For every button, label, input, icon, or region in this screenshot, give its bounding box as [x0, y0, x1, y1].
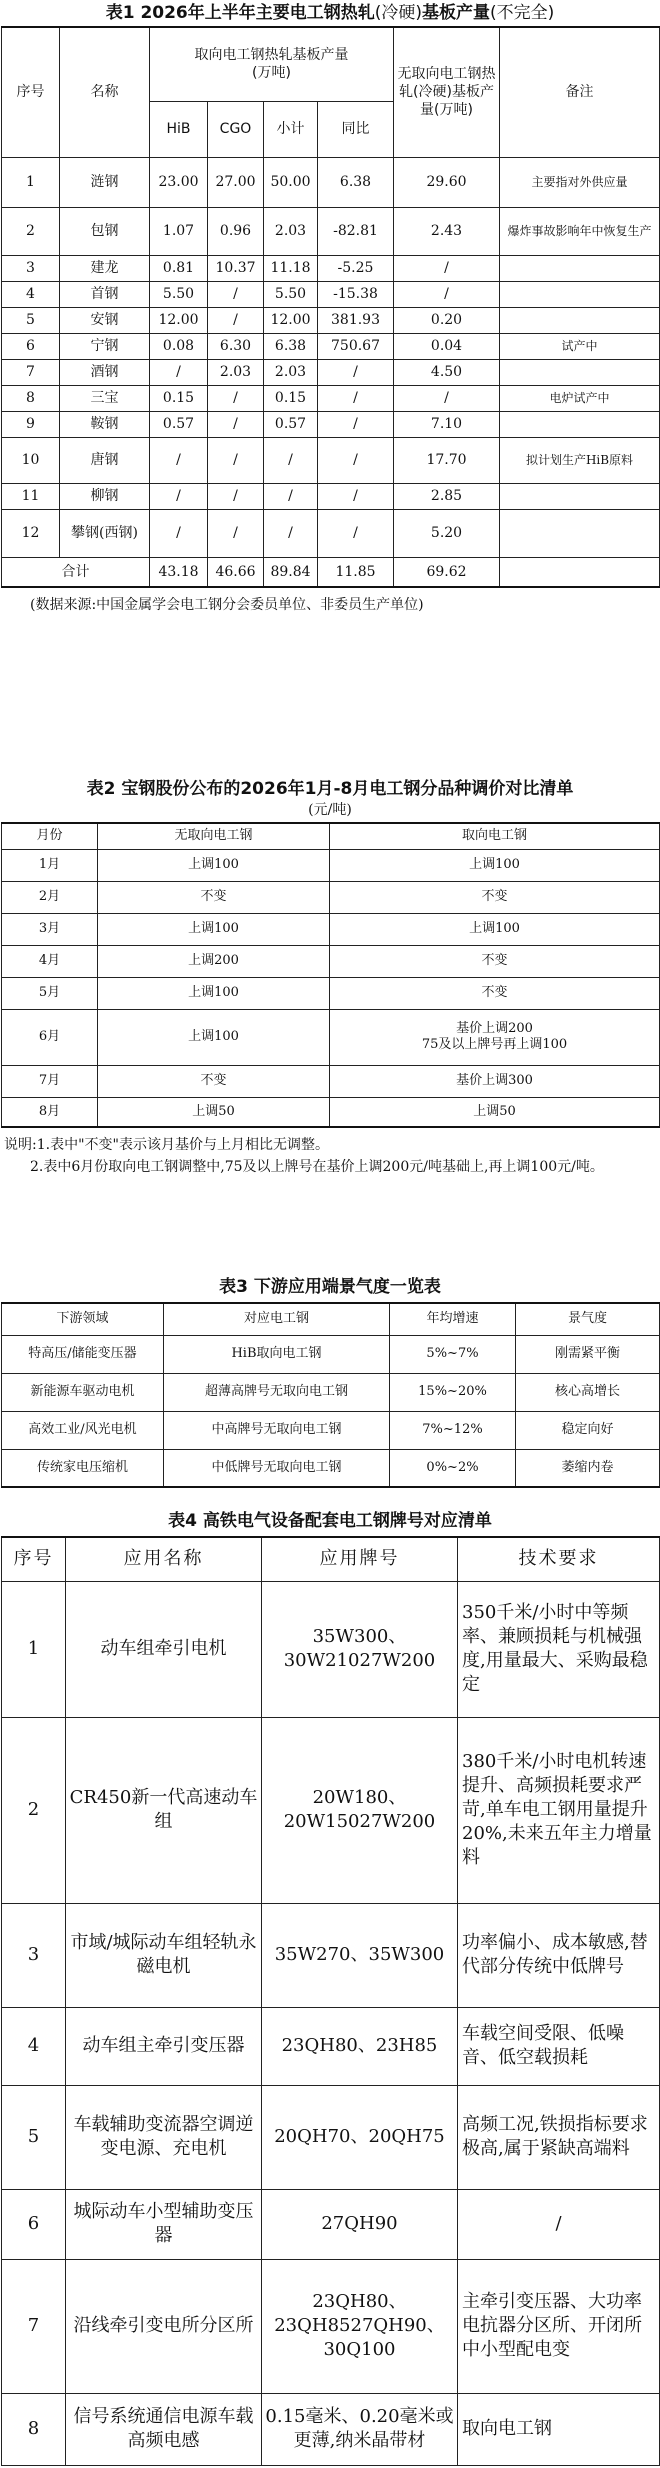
col-name-header: 名称: [60, 27, 150, 157]
cell-hib: 12.00: [150, 307, 208, 333]
cell-remark: 主要指对外供应量: [500, 157, 660, 207]
table-row: [2, 1717, 660, 1903]
cell-grade: 35W300、30W21027W200: [262, 1581, 458, 1717]
cell-name: 沿线牵引变电所分区所: [66, 2259, 262, 2393]
cell-growth: 15%~20%: [390, 1373, 516, 1411]
cell-cgo: /: [208, 509, 264, 557]
cell-ngo: 上调200: [98, 945, 330, 977]
cell-go: [330, 945, 660, 977]
cell-ngo: /: [394, 385, 500, 411]
cell-no: 9: [2, 411, 60, 437]
cell-month: 8月: [2, 1097, 98, 1127]
cell-month: 7月: [2, 1065, 98, 1097]
cell-subtotal: 6.38: [264, 333, 318, 359]
cell-hib: 0.81: [150, 255, 208, 281]
table1-title-rest: 基板产量: [422, 3, 491, 23]
cell-name: 鞍钢: [60, 411, 150, 437]
table-row: [2, 945, 660, 977]
cell-cgo: 10.37: [208, 255, 264, 281]
cell-req: 车载空间受限、低噪音、低空载损耗: [458, 2007, 660, 2085]
cell-month: 6月: [2, 1009, 98, 1065]
table-row: [2, 881, 660, 913]
cell-no: 4: [2, 2007, 66, 2085]
cell-yoy: /: [318, 411, 394, 437]
cell-name: 动车组牵引电机: [66, 1581, 262, 1717]
cell-name: 首钢: [60, 281, 150, 307]
cell-no: 1: [2, 157, 60, 207]
cell-no: 2: [2, 207, 60, 255]
cell-month: 3月: [2, 913, 98, 945]
cell-yoy: /: [318, 437, 394, 483]
col-grade-header: 应用牌号: [262, 1537, 458, 1581]
cell-month: 5月: [2, 977, 98, 1009]
table-row: [2, 333, 660, 359]
cell-grade: 0.15毫米、0.20毫米或更薄,纳米晶带材: [262, 2393, 458, 2465]
cell-name: CR450新一代高速动车组: [66, 1717, 262, 1903]
col-subtotal-header: 小计: [264, 101, 318, 157]
cell-yoy: /: [318, 359, 394, 385]
cell-ngo: 2.43: [394, 207, 500, 255]
cell-grade: 35W270、35W300: [262, 1903, 458, 2007]
cell-req: 功率偏小、成本敏感,替代部分传统中低牌号: [458, 1903, 660, 2007]
cell-no: 7: [2, 359, 60, 385]
col-hib-header: HiB: [150, 101, 208, 157]
cell-req: 380千米/小时电机转速提升、高频损耗要求严苛,单车电工钢用量提升20%,未来五年主力增量料: [458, 1717, 660, 1903]
cell-sentiment: 核心高增长: [516, 1373, 660, 1411]
cell-name: 唐钢: [60, 437, 150, 483]
cell-grade: 23QH80、23QH8527QH90、30Q100: [262, 2259, 458, 2393]
cell-growth: 0%~2%: [390, 1449, 516, 1487]
table2-title: 表2 宝钢股份公布的2026年1月-8月电工钢分品种调价对比清单: [86, 779, 574, 799]
cell-name: 攀钢(西钢): [60, 509, 150, 557]
cell-remark: 爆炸事故影响年中恢复生产: [500, 207, 660, 255]
table-row: [2, 1581, 660, 1717]
cell-no: 3: [2, 1903, 66, 2007]
cell-hib: 0.08: [150, 333, 208, 359]
table-row: [2, 385, 660, 411]
cell-subtotal: /: [264, 437, 318, 483]
table1-title-light2: (不完全): [490, 3, 555, 23]
cell-go: [330, 977, 660, 1009]
col-month-header: 月份: [2, 823, 98, 849]
cell-ngo: 上调50: [98, 1097, 330, 1127]
cell-go-line1: 上调100: [469, 921, 520, 936]
col-yoy-header: 同比: [318, 101, 394, 157]
table-row: [2, 157, 660, 207]
cell-req: 350千米/小时中等频率、兼顾损耗与机械强度,用量最大、采购最稳定: [458, 1581, 660, 1717]
cell-remark: [500, 255, 660, 281]
cell-month: 1月: [2, 849, 98, 881]
col-name-header: 应用名称: [66, 1537, 262, 1581]
col-cgo-header: CGO: [208, 101, 264, 157]
cell-go: [330, 913, 660, 945]
ngo-header-unit: (万吨): [434, 102, 473, 119]
cell-hib: 0.15: [150, 385, 208, 411]
table4: [1, 1536, 660, 2466]
cell-subtotal: 2.03: [264, 207, 318, 255]
cell-steel: 超薄高牌号无取向电工钢: [164, 1373, 390, 1411]
cell-yoy: -5.25: [318, 255, 394, 281]
cell-name: 动车组主牵引变压器: [66, 2007, 262, 2085]
table-row: [2, 2393, 660, 2465]
cell-remark: 拟计划生产HiB原料: [500, 437, 660, 483]
cell-remark: 试产中: [500, 333, 660, 359]
table2-unit: (元/吨): [308, 802, 352, 818]
table-row: [2, 913, 660, 945]
cell-no: 12: [2, 509, 60, 557]
cell-name: 车载辅助变流器空调逆变电源、充电机: [66, 2085, 262, 2189]
cell-go-line1: 不变: [481, 953, 508, 968]
cell-no: 5: [2, 307, 60, 333]
cell-growth: 5%~7%: [390, 1335, 516, 1373]
table-total-row: [2, 557, 660, 587]
table-row: [2, 411, 660, 437]
cell-subtotal: /: [264, 509, 318, 557]
cell-name: 城际动车小型辅助变压器: [66, 2189, 262, 2259]
cell-name: 涟钢: [60, 157, 150, 207]
cell-ngo: 7.10: [394, 411, 500, 437]
cell-yoy: /: [318, 483, 394, 509]
table-row: [2, 2259, 660, 2393]
cell-no: 2: [2, 1717, 66, 1903]
table4-section: [0, 1510, 660, 2466]
cell-subtotal: 5.50: [264, 281, 318, 307]
go-header-unit: (万吨): [252, 65, 291, 82]
cell-ngo: 4.50: [394, 359, 500, 385]
ngo-header-text: 无取向电工钢热轧: [397, 66, 496, 101]
cell-yoy: 381.93: [318, 307, 394, 333]
cell-subtotal: /: [264, 483, 318, 509]
table1: [1, 26, 660, 588]
cell-cgo: 2.03: [208, 359, 264, 385]
cell-req: /: [458, 2189, 660, 2259]
cell-go-line1: 上调100: [469, 857, 520, 872]
cell-ngo: 上调100: [98, 849, 330, 881]
cell-hib: 43.18: [150, 557, 208, 587]
cell-req: 高频工况,铁损指标要求极高,属于紧缺高端料: [458, 2085, 660, 2189]
cell-no: 8: [2, 2393, 66, 2465]
table-row: [2, 437, 660, 483]
cell-subtotal: 12.00: [264, 307, 318, 333]
cell-ngo: 上调100: [98, 977, 330, 1009]
cell-remark: [500, 509, 660, 557]
table1-section: [0, 2, 660, 616]
table1-title-text: 表1 2026年上半年主要电工钢热轧: [105, 3, 375, 23]
cell-growth: 7%~12%: [390, 1411, 516, 1449]
cell-sentiment: 刚需紧平衡: [516, 1335, 660, 1373]
cell-go-line1: 基价上调200: [456, 1021, 533, 1036]
table-row: [2, 977, 660, 1009]
cell-cgo: 27.00: [208, 157, 264, 207]
cell-name: 宁钢: [60, 333, 150, 359]
cell-ngo: /: [394, 255, 500, 281]
cell-month: 2月: [2, 881, 98, 913]
cell-yoy: /: [318, 509, 394, 557]
cell-ngo: 0.04: [394, 333, 500, 359]
ngo-header-rest: 基板产量: [420, 84, 494, 119]
cell-subtotal: 0.57: [264, 411, 318, 437]
cell-go: [330, 1009, 660, 1065]
cell-no: 8: [2, 385, 60, 411]
cell-remark: [500, 307, 660, 333]
cell-steel: 中低牌号无取向电工钢: [164, 1449, 390, 1487]
cell-go-line2: 75及以上牌号再上调100: [421, 1037, 568, 1052]
cell-cgo: /: [208, 483, 264, 509]
cell-ngo: 不变: [98, 881, 330, 913]
cell-go: [330, 881, 660, 913]
table3-section: [0, 1276, 660, 1488]
cell-name: 信号系统通信电源车载高频电感: [66, 2393, 262, 2465]
table-row: [2, 1373, 660, 1411]
table-row: [2, 307, 660, 333]
col-no-header: 序号: [2, 27, 60, 157]
cell-yoy: 11.85: [318, 557, 394, 587]
cell-req: 主牵引变压器、大功率电抗器分区所、开闭所中小型配电变: [458, 2259, 660, 2393]
cell-subtotal: 89.84: [264, 557, 318, 587]
table-row: [2, 1449, 660, 1487]
cell-subtotal: 11.18: [264, 255, 318, 281]
cell-field: 特高压/储能变压器: [2, 1335, 164, 1373]
cell-grade: 23QH80、23H85: [262, 2007, 458, 2085]
table1-title-light: (冷硬): [374, 3, 423, 23]
cell-cgo: /: [208, 385, 264, 411]
cell-steel: HiB取向电工钢: [164, 1335, 390, 1373]
cell-go: [330, 849, 660, 881]
cell-yoy: -82.81: [318, 207, 394, 255]
table2: [1, 822, 660, 1128]
table2-note-1: 说明:1.表中"不变"表示该月基价与上月相比无调整。: [4, 1137, 329, 1153]
cell-hib: 23.00: [150, 157, 208, 207]
table4-title: 表4 高铁电气设备配套电工钢牌号对应清单: [168, 1511, 492, 1531]
cell-cgo: 46.66: [208, 557, 264, 587]
cell-no: 6: [2, 333, 60, 359]
cell-hib: /: [150, 437, 208, 483]
cell-remark: 电炉试产中: [500, 385, 660, 411]
cell-cgo: /: [208, 281, 264, 307]
table-row: [2, 849, 660, 881]
cell-cgo: 0.96: [208, 207, 264, 255]
cell-grade: 20W180、20W15027W200: [262, 1717, 458, 1903]
cell-yoy: 6.38: [318, 157, 394, 207]
cell-remark: [500, 483, 660, 509]
cell-cgo: /: [208, 307, 264, 333]
cell-yoy: /: [318, 385, 394, 411]
col-field-header: 下游领域: [2, 1303, 164, 1335]
table-row: [2, 483, 660, 509]
cell-cgo: /: [208, 437, 264, 483]
table-row: [2, 281, 660, 307]
cell-month: 4月: [2, 945, 98, 977]
cell-field: 新能源车驱动电机: [2, 1373, 164, 1411]
cell-name: 安钢: [60, 307, 150, 333]
table-row: [2, 509, 660, 557]
cell-hib: 0.57: [150, 411, 208, 437]
table-row: [2, 2007, 660, 2085]
cell-steel: 中高牌号无取向电工钢: [164, 1411, 390, 1449]
table-row: [2, 255, 660, 281]
col-ngo-header: 无取向电工钢: [98, 823, 330, 849]
table3: [1, 1302, 660, 1488]
col-remark-header: 备注: [500, 27, 660, 157]
cell-grade: 20QH70、20QH75: [262, 2085, 458, 2189]
cell-subtotal: 2.03: [264, 359, 318, 385]
table-row: [2, 2085, 660, 2189]
cell-go: [330, 1097, 660, 1127]
cell-ngo: 上调100: [98, 913, 330, 945]
cell-go-line1: 不变: [481, 889, 508, 904]
table1-source: (数据来源:中国金属学会电工钢分会委员单位、非委员生产单位): [30, 597, 424, 613]
cell-subtotal: 0.15: [264, 385, 318, 411]
cell-remark: [500, 359, 660, 385]
cell-no: 6: [2, 2189, 66, 2259]
cell-remark: [500, 557, 660, 587]
cell-name: 柳钢: [60, 483, 150, 509]
table-row: [2, 1903, 660, 2007]
col-ngo-header: [394, 27, 500, 157]
cell-ngo: 29.60: [394, 157, 500, 207]
cell-no: 10: [2, 437, 60, 483]
cell-name: 三宝: [60, 385, 150, 411]
cell-yoy: 750.67: [318, 333, 394, 359]
table-row: [2, 1335, 660, 1373]
cell-no: 3: [2, 255, 60, 281]
cell-name: 建龙: [60, 255, 150, 281]
ngo-header-light: (冷硬): [413, 84, 452, 101]
col-growth-header: 年均增速: [390, 1303, 516, 1335]
table2-note-2: 2.表中6月份取向电工钢调整中,75及以上牌号在基价上调200元/吨基础上,再上调100元/吨。: [30, 1159, 604, 1175]
cell-remark: [500, 411, 660, 437]
table-row: [2, 207, 660, 255]
table3-title: 表3 下游应用端景气度一览表: [219, 1277, 441, 1297]
table-row: [2, 1097, 660, 1127]
cell-name: 市域/城际动车组轻轨永磁电机: [66, 1903, 262, 2007]
cell-ngo: /: [394, 281, 500, 307]
cell-go-line1: 基价上调300: [456, 1073, 533, 1088]
cell-field: 高效工业/风光电机: [2, 1411, 164, 1449]
cell-ngo: 上调100: [98, 1009, 330, 1065]
col-go-header: 取向电工钢: [330, 823, 660, 849]
table-row: [2, 1065, 660, 1097]
cell-cgo: /: [208, 411, 264, 437]
table-row: [2, 1009, 660, 1065]
cell-go-line1: 上调50: [473, 1103, 516, 1119]
col-sentiment-header: 景气度: [516, 1303, 660, 1335]
cell-ngo: 69.62: [394, 557, 500, 587]
table-row: [2, 359, 660, 385]
cell-subtotal: 50.00: [264, 157, 318, 207]
cell-go: [330, 1065, 660, 1097]
cell-name: 包钢: [60, 207, 150, 255]
cell-go-line1: 不变: [481, 985, 508, 1000]
col-go-header: [150, 27, 394, 101]
cell-yoy: -15.38: [318, 281, 394, 307]
col-req-header: 技术要求: [458, 1537, 660, 1581]
table1-title: [0, 2, 660, 24]
cell-hib: 5.50: [150, 281, 208, 307]
cell-sentiment: 萎缩内卷: [516, 1449, 660, 1487]
go-header-text: 取向电工钢热轧基板产量: [194, 47, 349, 64]
col-no-header: 序号: [2, 1537, 66, 1581]
cell-no: 7: [2, 2259, 66, 2393]
cell-hib: /: [150, 509, 208, 557]
cell-req: 取向电工钢: [458, 2393, 660, 2465]
cell-no: 1: [2, 1581, 66, 1717]
cell-no: 5: [2, 2085, 66, 2189]
cell-ngo: 17.70: [394, 437, 500, 483]
cell-hib: 1.07: [150, 207, 208, 255]
cell-total-label: 合计: [2, 557, 150, 587]
cell-ngo: 不变: [98, 1065, 330, 1097]
table2-section: [0, 778, 660, 1178]
cell-name: 酒钢: [60, 359, 150, 385]
cell-hib: /: [150, 359, 208, 385]
cell-field: 传统家电压缩机: [2, 1449, 164, 1487]
cell-remark: [500, 281, 660, 307]
cell-hib: /: [150, 483, 208, 509]
cell-sentiment: 稳定向好: [516, 1411, 660, 1449]
table-row: [2, 2189, 660, 2259]
col-steel-header: 对应电工钢: [164, 1303, 390, 1335]
cell-ngo: 5.20: [394, 509, 500, 557]
cell-ngo: 2.85: [394, 483, 500, 509]
cell-grade: 27QH90: [262, 2189, 458, 2259]
table-row: [2, 1411, 660, 1449]
cell-no: 4: [2, 281, 60, 307]
cell-ngo: 0.20: [394, 307, 500, 333]
cell-cgo: 6.30: [208, 333, 264, 359]
cell-no: 11: [2, 483, 60, 509]
